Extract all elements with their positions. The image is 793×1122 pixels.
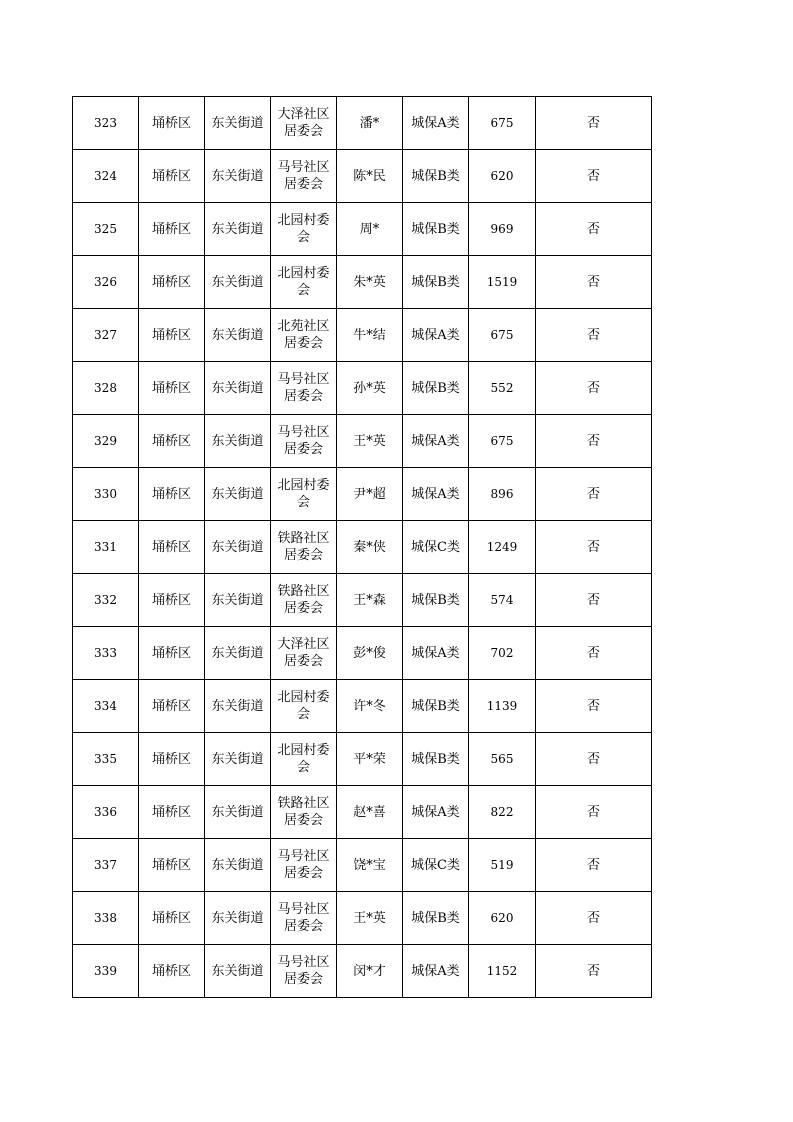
category-cell: 城保A类 xyxy=(403,468,469,521)
amount-cell: 1152 xyxy=(469,945,536,998)
amount-cell: 675 xyxy=(469,309,536,362)
table-row xyxy=(73,892,652,945)
amount-cell: 1519 xyxy=(469,256,536,309)
street-cell: 东关街道 xyxy=(205,256,271,309)
flag-cell: 否 xyxy=(536,97,652,150)
district-cell: 埇桥区 xyxy=(139,256,205,309)
community-cell: 大泽社区居委会 xyxy=(271,627,337,680)
person-name-cell: 尹*超 xyxy=(337,468,403,521)
category-cell: 城保A类 xyxy=(403,97,469,150)
community-cell: 北园村委会 xyxy=(271,203,337,256)
row-number-cell: 331 xyxy=(73,521,139,574)
table-row xyxy=(73,574,652,627)
flag-cell: 否 xyxy=(536,468,652,521)
amount-cell: 620 xyxy=(469,150,536,203)
amount-cell: 896 xyxy=(469,468,536,521)
row-number-cell: 333 xyxy=(73,627,139,680)
person-name-cell: 赵*喜 xyxy=(337,786,403,839)
street-cell: 东关街道 xyxy=(205,362,271,415)
amount-cell: 552 xyxy=(469,362,536,415)
community-cell: 北园村委会 xyxy=(271,733,337,786)
row-number-cell: 339 xyxy=(73,945,139,998)
row-number-cell: 325 xyxy=(73,203,139,256)
row-number-cell: 338 xyxy=(73,892,139,945)
table-row xyxy=(73,786,652,839)
amount-cell: 675 xyxy=(469,415,536,468)
amount-cell: 1139 xyxy=(469,680,536,733)
flag-cell: 否 xyxy=(536,680,652,733)
street-cell: 东关街道 xyxy=(205,150,271,203)
person-name-cell: 王*英 xyxy=(337,892,403,945)
category-cell: 城保B类 xyxy=(403,256,469,309)
street-cell: 东关街道 xyxy=(205,97,271,150)
district-cell: 埇桥区 xyxy=(139,945,205,998)
community-cell: 铁路社区居委会 xyxy=(271,786,337,839)
table-row xyxy=(73,468,652,521)
table-row xyxy=(73,680,652,733)
row-number-cell: 334 xyxy=(73,680,139,733)
table-row xyxy=(73,733,652,786)
category-cell: 城保A类 xyxy=(403,627,469,680)
row-number-cell: 335 xyxy=(73,733,139,786)
person-name-cell: 周* xyxy=(337,203,403,256)
district-cell: 埇桥区 xyxy=(139,468,205,521)
amount-cell: 574 xyxy=(469,574,536,627)
community-cell: 北园村委会 xyxy=(271,680,337,733)
street-cell: 东关街道 xyxy=(205,574,271,627)
row-number-cell: 324 xyxy=(73,150,139,203)
street-cell: 东关街道 xyxy=(205,839,271,892)
row-number-cell: 323 xyxy=(73,97,139,150)
person-name-cell: 陈*民 xyxy=(337,150,403,203)
community-cell: 大泽社区居委会 xyxy=(271,97,337,150)
category-cell: 城保C类 xyxy=(403,839,469,892)
person-name-cell: 潘* xyxy=(337,97,403,150)
person-name-cell: 孙*英 xyxy=(337,362,403,415)
flag-cell: 否 xyxy=(536,892,652,945)
row-number-cell: 337 xyxy=(73,839,139,892)
person-name-cell: 平*荣 xyxy=(337,733,403,786)
table-body xyxy=(73,97,652,998)
table-row xyxy=(73,521,652,574)
amount-cell: 519 xyxy=(469,839,536,892)
flag-cell: 否 xyxy=(536,256,652,309)
row-number-cell: 336 xyxy=(73,786,139,839)
street-cell: 东关街道 xyxy=(205,786,271,839)
flag-cell: 否 xyxy=(536,415,652,468)
amount-cell: 620 xyxy=(469,892,536,945)
person-name-cell: 秦*侠 xyxy=(337,521,403,574)
category-cell: 城保B类 xyxy=(403,680,469,733)
flag-cell: 否 xyxy=(536,733,652,786)
category-cell: 城保B类 xyxy=(403,733,469,786)
street-cell: 东关街道 xyxy=(205,309,271,362)
amount-cell: 822 xyxy=(469,786,536,839)
category-cell: 城保A类 xyxy=(403,786,469,839)
district-cell: 埇桥区 xyxy=(139,415,205,468)
amount-cell: 969 xyxy=(469,203,536,256)
district-cell: 埇桥区 xyxy=(139,892,205,945)
flag-cell: 否 xyxy=(536,839,652,892)
community-cell: 铁路社区居委会 xyxy=(271,574,337,627)
street-cell: 东关街道 xyxy=(205,203,271,256)
district-cell: 埇桥区 xyxy=(139,309,205,362)
person-name-cell: 闵*才 xyxy=(337,945,403,998)
row-number-cell: 328 xyxy=(73,362,139,415)
district-cell: 埇桥区 xyxy=(139,839,205,892)
category-cell: 城保A类 xyxy=(403,945,469,998)
table-row xyxy=(73,945,652,998)
category-cell: 城保B类 xyxy=(403,574,469,627)
district-cell: 埇桥区 xyxy=(139,680,205,733)
community-cell: 马号社区居委会 xyxy=(271,415,337,468)
street-cell: 东关街道 xyxy=(205,521,271,574)
flag-cell: 否 xyxy=(536,150,652,203)
community-cell: 马号社区居委会 xyxy=(271,362,337,415)
flag-cell: 否 xyxy=(536,203,652,256)
category-cell: 城保B类 xyxy=(403,150,469,203)
row-number-cell: 329 xyxy=(73,415,139,468)
amount-cell: 702 xyxy=(469,627,536,680)
amount-cell: 565 xyxy=(469,733,536,786)
flag-cell: 否 xyxy=(536,574,652,627)
street-cell: 东关街道 xyxy=(205,415,271,468)
community-cell: 铁路社区居委会 xyxy=(271,521,337,574)
district-cell: 埇桥区 xyxy=(139,786,205,839)
table-row xyxy=(73,309,652,362)
table-row xyxy=(73,203,652,256)
community-cell: 马号社区居委会 xyxy=(271,892,337,945)
district-cell: 埇桥区 xyxy=(139,733,205,786)
row-number-cell: 332 xyxy=(73,574,139,627)
table-row xyxy=(73,150,652,203)
table-row xyxy=(73,839,652,892)
person-name-cell: 王*英 xyxy=(337,415,403,468)
district-cell: 埇桥区 xyxy=(139,574,205,627)
street-cell: 东关街道 xyxy=(205,733,271,786)
category-cell: 城保C类 xyxy=(403,521,469,574)
street-cell: 东关街道 xyxy=(205,680,271,733)
district-cell: 埇桥区 xyxy=(139,97,205,150)
district-cell: 埇桥区 xyxy=(139,203,205,256)
category-cell: 城保B类 xyxy=(403,892,469,945)
flag-cell: 否 xyxy=(536,627,652,680)
district-cell: 埇桥区 xyxy=(139,521,205,574)
person-name-cell: 王*森 xyxy=(337,574,403,627)
street-cell: 东关街道 xyxy=(205,945,271,998)
flag-cell: 否 xyxy=(536,786,652,839)
person-name-cell: 牛*结 xyxy=(337,309,403,362)
person-name-cell: 彭*俊 xyxy=(337,627,403,680)
community-cell: 北园村委会 xyxy=(271,468,337,521)
assistance-table xyxy=(72,96,652,998)
table-row xyxy=(73,627,652,680)
row-number-cell: 327 xyxy=(73,309,139,362)
amount-cell: 1249 xyxy=(469,521,536,574)
street-cell: 东关街道 xyxy=(205,627,271,680)
district-cell: 埇桥区 xyxy=(139,150,205,203)
row-number-cell: 330 xyxy=(73,468,139,521)
row-number-cell: 326 xyxy=(73,256,139,309)
community-cell: 马号社区居委会 xyxy=(271,150,337,203)
category-cell: 城保B类 xyxy=(403,362,469,415)
person-name-cell: 朱*英 xyxy=(337,256,403,309)
street-cell: 东关街道 xyxy=(205,468,271,521)
flag-cell: 否 xyxy=(536,362,652,415)
table-row xyxy=(73,97,652,150)
flag-cell: 否 xyxy=(536,945,652,998)
flag-cell: 否 xyxy=(536,309,652,362)
category-cell: 城保B类 xyxy=(403,203,469,256)
table-row xyxy=(73,415,652,468)
community-cell: 马号社区居委会 xyxy=(271,945,337,998)
flag-cell: 否 xyxy=(536,521,652,574)
street-cell: 东关街道 xyxy=(205,892,271,945)
person-name-cell: 饶*宝 xyxy=(337,839,403,892)
person-name-cell: 许*冬 xyxy=(337,680,403,733)
category-cell: 城保A类 xyxy=(403,415,469,468)
amount-cell: 675 xyxy=(469,97,536,150)
community-cell: 马号社区居委会 xyxy=(271,839,337,892)
community-cell: 北苑社区居委会 xyxy=(271,309,337,362)
district-cell: 埇桥区 xyxy=(139,362,205,415)
table-row xyxy=(73,362,652,415)
community-cell: 北园村委会 xyxy=(271,256,337,309)
district-cell: 埇桥区 xyxy=(139,627,205,680)
category-cell: 城保A类 xyxy=(403,309,469,362)
table-row xyxy=(73,256,652,309)
